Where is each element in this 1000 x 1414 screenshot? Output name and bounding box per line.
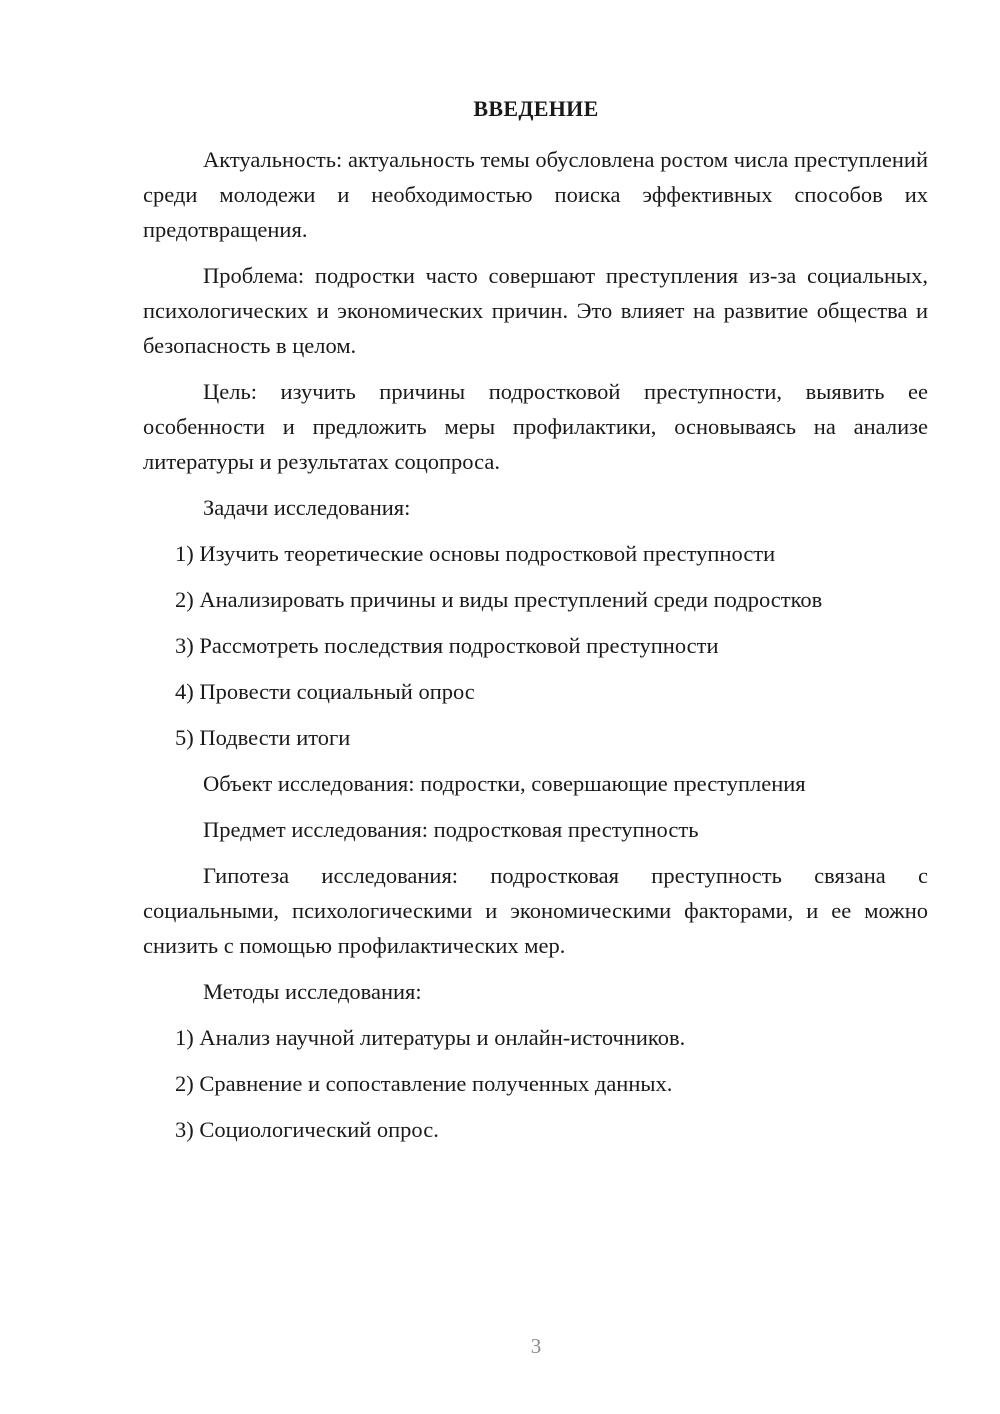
- document-body: [143, 142, 928, 1158]
- page-number: 3: [530, 1334, 542, 1358]
- problem-paragraph: Проблема: подростки часто совершают преступления из-за социальных, психологических и экономических причин. Это влияет на развитие общества и безопасность в целом.: [143, 263, 928, 358]
- task-item: 3) Рассмотреть последствия подростковой преступности: [175, 633, 719, 658]
- page-title: ВВЕДЕНИЕ: [473, 96, 599, 121]
- object-line: Объект исследования: подростки, совершающие преступления: [203, 771, 806, 796]
- relevance-paragraph: Актуальность: актуальность темы обусловлена ростом числа преступлений среди молодежи и необходимостью поиска эффективных способов их предотвращения.: [143, 147, 928, 242]
- method-item: 3) Социологический опрос.: [175, 1117, 439, 1142]
- task-item: 2) Анализировать причины и виды преступлений среди подростков: [175, 587, 823, 612]
- methods-heading: Методы исследования:: [203, 979, 422, 1004]
- task-item: 4) Провести социальный опрос: [175, 679, 475, 704]
- task-item: 5) Подвести итоги: [175, 725, 351, 750]
- method-item: 2) Сравнение и сопоставление полученных данных.: [175, 1071, 673, 1096]
- subject-line: Предмет исследования: подростковая преступность: [203, 817, 699, 842]
- goal-paragraph: Цель: изучить причины подростковой преступности, выявить ее особенности и предложить меры профилактики, основываясь на анализе литературы и результатах соцопроса.: [143, 379, 928, 474]
- tasks-heading: Задачи исследования:: [203, 495, 411, 520]
- method-item: 1) Анализ научной литературы и онлайн-источников.: [175, 1025, 686, 1050]
- hypothesis-paragraph: Гипотеза исследования: подростковая преступность связана с социальными, психологическими и экономическими факторами, и ее можно снизить с помощью профилактических мер.: [143, 863, 928, 958]
- task-item: 1) Изучить теоретические основы подростковой преступности: [175, 541, 776, 566]
